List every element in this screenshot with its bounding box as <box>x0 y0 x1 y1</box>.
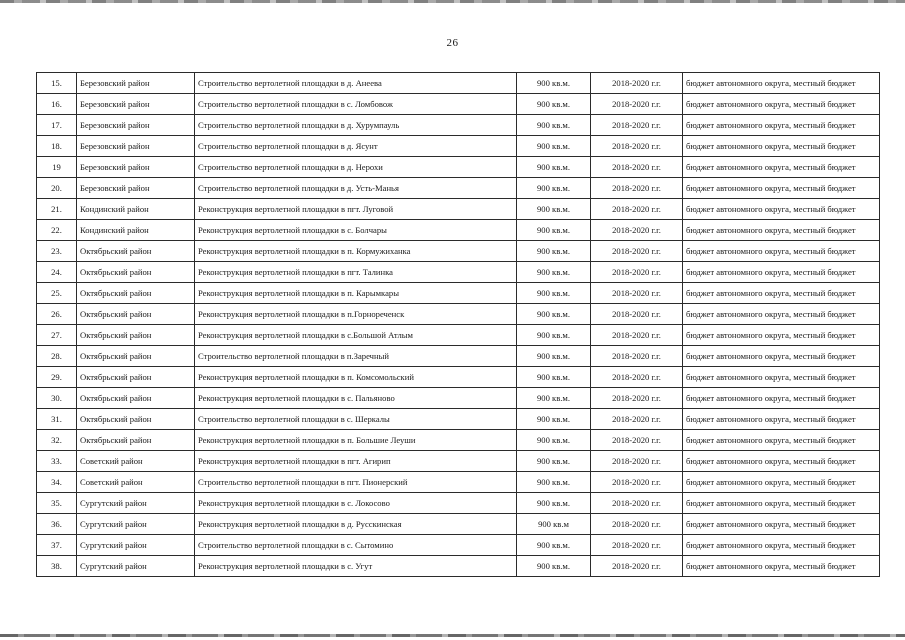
row-number: 16. <box>37 94 77 115</box>
area-cell: 900 кв.м. <box>517 115 591 136</box>
period-cell: 2018-2020 г.г. <box>591 367 683 388</box>
object-cell: Реконструкция вертолетной площадки в с. Пальяново <box>195 388 517 409</box>
table-row <box>37 430 880 451</box>
object-cell: Реконструкция вертолетной площадки в пгт. Агирип <box>195 451 517 472</box>
district-cell: Березовский район <box>77 136 195 157</box>
table-row <box>37 283 880 304</box>
period-cell: 2018-2020 г.г. <box>591 346 683 367</box>
funding-source-cell: бюджет автономного округа, местный бюджет <box>683 493 880 514</box>
funding-source-cell: бюджет автономного округа, местный бюджет <box>683 178 880 199</box>
area-cell: 900 кв.м. <box>517 136 591 157</box>
object-cell: Реконструкция вертолетной площадки в с.Большой Атлым <box>195 325 517 346</box>
table-row <box>37 346 880 367</box>
area-cell: 900 кв.м. <box>517 367 591 388</box>
object-cell: Строительство вертолетной площадки в д. Хурумпауль <box>195 115 517 136</box>
area-cell: 900 кв.м. <box>517 493 591 514</box>
row-number: 24. <box>37 262 77 283</box>
period-cell: 2018-2020 г.г. <box>591 556 683 577</box>
funding-source-cell: бюджет автономного округа, местный бюджет <box>683 304 880 325</box>
row-number: 35. <box>37 493 77 514</box>
funding-source-cell: бюджет автономного округа, местный бюджет <box>683 325 880 346</box>
funding-source-cell: бюджет автономного округа, местный бюджет <box>683 346 880 367</box>
table-row <box>37 136 880 157</box>
funding-source-cell: бюджет автономного округа, местный бюджет <box>683 535 880 556</box>
district-cell: Октябрьский район <box>77 388 195 409</box>
funding-source-cell: бюджет автономного округа, местный бюджет <box>683 73 880 94</box>
area-cell: 900 кв.м. <box>517 535 591 556</box>
object-cell: Реконструкция вертолетной площадки в п. Карымкары <box>195 283 517 304</box>
district-cell: Октябрьский район <box>77 346 195 367</box>
table-row <box>37 73 880 94</box>
funding-source-cell: бюджет автономного округа, местный бюджет <box>683 367 880 388</box>
row-number: 18. <box>37 136 77 157</box>
area-cell: 900 кв.м. <box>517 73 591 94</box>
table-row <box>37 451 880 472</box>
area-cell: 900 кв.м. <box>517 199 591 220</box>
object-cell: Реконструкция вертолетной площадки в пгт. Луговой <box>195 199 517 220</box>
table-row <box>37 199 880 220</box>
area-cell: 900 кв.м. <box>517 178 591 199</box>
period-cell: 2018-2020 г.г. <box>591 451 683 472</box>
area-cell: 900 кв.м. <box>517 388 591 409</box>
funding-source-cell: бюджет автономного округа, местный бюджет <box>683 472 880 493</box>
row-number: 27. <box>37 325 77 346</box>
area-cell: 900 кв.м. <box>517 157 591 178</box>
row-number: 28. <box>37 346 77 367</box>
object-cell: Строительство вертолетной площадки в д. Ясунт <box>195 136 517 157</box>
object-cell: Реконструкция вертолетной площадки в с. Болчары <box>195 220 517 241</box>
district-cell: Сургутский район <box>77 493 195 514</box>
area-cell: 900 кв.м. <box>517 409 591 430</box>
period-cell: 2018-2020 г.г. <box>591 136 683 157</box>
district-cell: Сургутский район <box>77 535 195 556</box>
object-cell: Реконструкция вертолетной площадки в п. Кормужиханка <box>195 241 517 262</box>
funding-source-cell: бюджет автономного округа, местный бюджет <box>683 199 880 220</box>
district-cell: Октябрьский район <box>77 430 195 451</box>
period-cell: 2018-2020 г.г. <box>591 94 683 115</box>
period-cell: 2018-2020 г.г. <box>591 178 683 199</box>
object-cell: Реконструкция вертолетной площадки в с. Локосово <box>195 493 517 514</box>
row-number: 15. <box>37 73 77 94</box>
object-cell: Строительство вертолетной площадки в с. Сытомино <box>195 535 517 556</box>
row-number: 34. <box>37 472 77 493</box>
table-row <box>37 241 880 262</box>
table-row <box>37 94 880 115</box>
object-cell: Строительство вертолетной площадки в д. Нерохи <box>195 157 517 178</box>
row-number: 23. <box>37 241 77 262</box>
period-cell: 2018-2020 г.г. <box>591 115 683 136</box>
table-row <box>37 409 880 430</box>
table-row <box>37 157 880 178</box>
funding-source-cell: бюджет автономного округа, местный бюджет <box>683 94 880 115</box>
district-cell: Октябрьский район <box>77 304 195 325</box>
row-number: 21. <box>37 199 77 220</box>
period-cell: 2018-2020 г.г. <box>591 472 683 493</box>
table-row <box>37 262 880 283</box>
period-cell: 2018-2020 г.г. <box>591 73 683 94</box>
period-cell: 2018-2020 г.г. <box>591 493 683 514</box>
table-row <box>37 472 880 493</box>
object-cell: Реконструкция вертолетной площадки в д. Русскинская <box>195 514 517 535</box>
district-cell: Березовский район <box>77 157 195 178</box>
area-cell: 900 кв.м. <box>517 262 591 283</box>
district-cell: Сургутский район <box>77 556 195 577</box>
district-cell: Октябрьский район <box>77 367 195 388</box>
object-cell: Строительство вертолетной площадки в пгт. Пионерский <box>195 472 517 493</box>
area-cell: 900 кв.м. <box>517 325 591 346</box>
table-body <box>37 73 880 577</box>
area-cell: 900 кв.м. <box>517 283 591 304</box>
area-cell: 900 кв.м <box>517 514 591 535</box>
scan-edge-bottom <box>0 634 905 637</box>
district-cell: Березовский район <box>77 94 195 115</box>
period-cell: 2018-2020 г.г. <box>591 157 683 178</box>
funding-source-cell: бюджет автономного округа, местный бюджет <box>683 556 880 577</box>
area-cell: 900 кв.м. <box>517 94 591 115</box>
district-cell: Березовский район <box>77 178 195 199</box>
district-cell: Кондинский район <box>77 220 195 241</box>
period-cell: 2018-2020 г.г. <box>591 409 683 430</box>
district-cell: Октябрьский район <box>77 283 195 304</box>
row-number: 26. <box>37 304 77 325</box>
object-cell: Строительство вертолетной площадки в с. Шеркалы <box>195 409 517 430</box>
row-number: 30. <box>37 388 77 409</box>
table-row <box>37 493 880 514</box>
area-cell: 900 кв.м. <box>517 241 591 262</box>
district-cell: Октябрьский район <box>77 241 195 262</box>
area-cell: 900 кв.м. <box>517 304 591 325</box>
table-row <box>37 556 880 577</box>
row-number: 19 <box>37 157 77 178</box>
district-cell: Кондинский район <box>77 199 195 220</box>
period-cell: 2018-2020 г.г. <box>591 430 683 451</box>
row-number: 36. <box>37 514 77 535</box>
funding-source-cell: бюджет автономного округа, местный бюджет <box>683 241 880 262</box>
row-number: 20. <box>37 178 77 199</box>
page-number: 26 <box>446 37 459 49</box>
object-cell: Реконструкция вертолетной площадки в с. Угут <box>195 556 517 577</box>
period-cell: 2018-2020 г.г. <box>591 262 683 283</box>
object-cell: Строительство вертолетной площадки в п.Заречный <box>195 346 517 367</box>
funding-source-cell: бюджет автономного округа, местный бюджет <box>683 514 880 535</box>
area-cell: 900 кв.м. <box>517 430 591 451</box>
period-cell: 2018-2020 г.г. <box>591 514 683 535</box>
funding-source-cell: бюджет автономного округа, местный бюджет <box>683 115 880 136</box>
table-row <box>37 178 880 199</box>
row-number: 33. <box>37 451 77 472</box>
period-cell: 2018-2020 г.г. <box>591 535 683 556</box>
area-cell: 900 кв.м. <box>517 556 591 577</box>
district-cell: Советский район <box>77 451 195 472</box>
row-number: 38. <box>37 556 77 577</box>
table-row <box>37 325 880 346</box>
object-cell: Строительство вертолетной площадки в д. Анеева <box>195 73 517 94</box>
period-cell: 2018-2020 г.г. <box>591 325 683 346</box>
period-cell: 2018-2020 г.г. <box>591 388 683 409</box>
row-number: 37. <box>37 535 77 556</box>
period-cell: 2018-2020 г.г. <box>591 199 683 220</box>
object-cell: Строительство вертолетной площадки в д. Усть-Манья <box>195 178 517 199</box>
table-row <box>37 304 880 325</box>
area-cell: 900 кв.м. <box>517 451 591 472</box>
district-cell: Сургутский район <box>77 514 195 535</box>
funding-source-cell: бюджет автономного округа, местный бюджет <box>683 157 880 178</box>
district-cell: Березовский район <box>77 73 195 94</box>
period-cell: 2018-2020 г.г. <box>591 283 683 304</box>
funding-source-cell: бюджет автономного округа, местный бюджет <box>683 262 880 283</box>
funding-source-cell: бюджет автономного округа, местный бюджет <box>683 430 880 451</box>
row-number: 25. <box>37 283 77 304</box>
district-cell: Березовский район <box>77 115 195 136</box>
period-cell: 2018-2020 г.г. <box>591 304 683 325</box>
table-row <box>37 514 880 535</box>
district-cell: Октябрьский район <box>77 325 195 346</box>
funding-source-cell: бюджет автономного округа, местный бюджет <box>683 409 880 430</box>
area-cell: 900 кв.м. <box>517 472 591 493</box>
funding-source-cell: бюджет автономного округа, местный бюджет <box>683 283 880 304</box>
object-cell: Реконструкция вертолетной площадки в пгт. Талинка <box>195 262 517 283</box>
table-row <box>37 388 880 409</box>
table-row <box>37 367 880 388</box>
funding-source-cell: бюджет автономного округа, местный бюджет <box>683 388 880 409</box>
row-number: 32. <box>37 430 77 451</box>
area-cell: 900 кв.м. <box>517 220 591 241</box>
funding-source-cell: бюджет автономного округа, местный бюджет <box>683 220 880 241</box>
row-number: 31. <box>37 409 77 430</box>
funding-source-cell: бюджет автономного округа, местный бюджет <box>683 451 880 472</box>
period-cell: 2018-2020 г.г. <box>591 220 683 241</box>
district-cell: Октябрьский район <box>77 409 195 430</box>
district-cell: Октябрьский район <box>77 262 195 283</box>
row-number: 22. <box>37 220 77 241</box>
object-cell: Реконструкция вертолетной площадки в п.Горнореченск <box>195 304 517 325</box>
table-row <box>37 220 880 241</box>
district-cell: Советский район <box>77 472 195 493</box>
projects-table <box>36 72 880 577</box>
area-cell: 900 кв.м. <box>517 346 591 367</box>
table-row <box>37 115 880 136</box>
table-row <box>37 535 880 556</box>
row-number: 17. <box>37 115 77 136</box>
object-cell: Реконструкция вертолетной площадки в п. Комсомольский <box>195 367 517 388</box>
row-number: 29. <box>37 367 77 388</box>
object-cell: Реконструкция вертолетной площадки в п. Большие Леуши <box>195 430 517 451</box>
object-cell: Строительство вертолетной площадки в с. Ломбовож <box>195 94 517 115</box>
period-cell: 2018-2020 г.г. <box>591 241 683 262</box>
scan-edge-top <box>0 0 905 3</box>
funding-source-cell: бюджет автономного округа, местный бюджет <box>683 136 880 157</box>
